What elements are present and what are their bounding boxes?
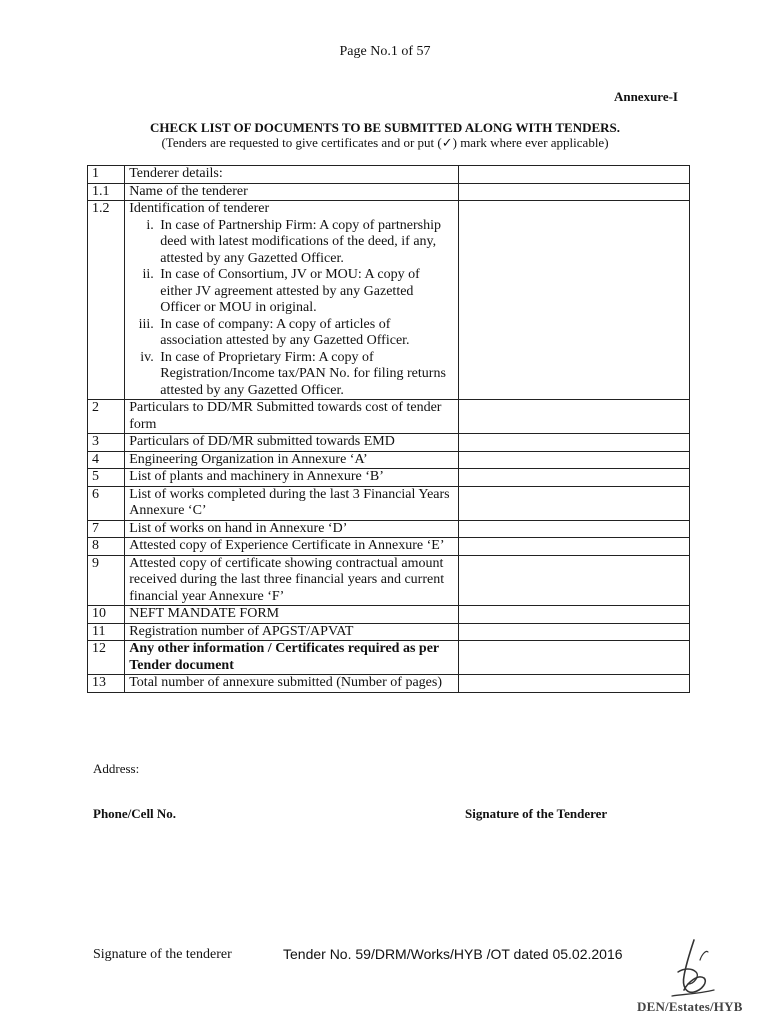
document-subtitle: (Tenders are requested to give certificates and or put (✓) mark where ever applicable) xyxy=(161,135,609,150)
row-description: List of works on hand in Annexure ‘D’ xyxy=(125,520,459,538)
row-response-cell[interactable] xyxy=(459,675,690,693)
row-number: 11 xyxy=(88,623,125,641)
row-number: 3 xyxy=(88,434,125,452)
row-description: Registration number of APGST/APVAT xyxy=(125,623,459,641)
row-response-cell[interactable] xyxy=(459,469,690,487)
row-number: 13 xyxy=(88,675,125,693)
checklist-table xyxy=(87,165,690,693)
row-description: Attested copy of certificate showing contractual amount received during the last three financial years and current financial year Annexure ‘F’ xyxy=(125,555,459,606)
row-description: Particulars of DD/MR submitted towards EMD xyxy=(125,434,459,452)
sublist-item: ii. In case of Consortium, JV or MOU: A copy of either JV agreement attested by any Gazetted Officer or MOU in original. xyxy=(157,267,454,317)
row-description: Tenderer details: xyxy=(125,166,459,184)
row-number: 9 xyxy=(88,555,125,606)
table-row xyxy=(88,469,690,487)
table-row xyxy=(88,451,690,469)
row-response-cell[interactable] xyxy=(459,623,690,641)
sublist-item: iii. In case of company: A copy of articles of association attested by any Gazetted Officer. xyxy=(157,317,454,350)
row-description: Engineering Organization in Annexure ‘A’ xyxy=(125,451,459,469)
table-row xyxy=(88,623,690,641)
row-number: 5 xyxy=(88,469,125,487)
phone-label: Phone/Cell No. xyxy=(93,806,177,821)
table-row xyxy=(88,641,690,675)
row-response-cell[interactable] xyxy=(459,486,690,520)
row-description: List of plants and machinery in Annexure ‘B’ xyxy=(125,469,459,487)
table-row xyxy=(88,555,690,606)
table-row xyxy=(88,486,690,520)
row-number: 6 xyxy=(88,486,125,520)
row-response-cell[interactable] xyxy=(459,555,690,606)
table-row xyxy=(88,201,690,400)
table-row xyxy=(88,606,690,624)
identification-sublist xyxy=(129,218,454,400)
row-number: 2 xyxy=(88,400,125,434)
row-number: 1.2 xyxy=(88,201,125,400)
row-description: Particulars to DD/MR Submitted towards cost of tender form xyxy=(125,400,459,434)
row-description xyxy=(125,201,459,400)
row-number: 1 xyxy=(88,166,125,184)
row-number: 10 xyxy=(88,606,125,624)
row-number: 7 xyxy=(88,520,125,538)
row-description: Total number of annexure submitted (Number of pages) xyxy=(125,675,459,693)
office-stamp: DEN/Estates/HYB xyxy=(637,999,743,1014)
row-description-text: Identification of tenderer xyxy=(129,201,270,216)
row-number: 1.1 xyxy=(88,183,125,201)
table-row xyxy=(88,675,690,693)
sublist-item: i. In case of Partnership Firm: A copy of partnership deed with latest modifications of the deed, if any, attested by any Gazetted Officer. xyxy=(157,218,454,268)
sublist-item: iv. In case of Proprietary Firm: A copy of Registration/Income tax/PAN No. for filing returns attested by any Gazetted Officer. xyxy=(157,350,454,400)
annexure-label: Annexure-I xyxy=(613,89,678,104)
row-response-cell[interactable] xyxy=(459,538,690,556)
row-description: List of works completed during the last 3 Financial Years Annexure ‘C’ xyxy=(125,486,459,520)
row-number: 4 xyxy=(88,451,125,469)
document-title: CHECK LIST OF DOCUMENTS TO BE SUBMITTED ALONG WITH TENDERS. xyxy=(149,120,621,135)
row-response-cell[interactable] xyxy=(459,201,690,400)
table-row xyxy=(88,538,690,556)
row-response-cell[interactable] xyxy=(459,166,690,184)
row-response-cell[interactable] xyxy=(459,641,690,675)
row-response-cell[interactable] xyxy=(459,183,690,201)
table-row xyxy=(88,183,690,201)
row-response-cell[interactable] xyxy=(459,606,690,624)
row-description: Name of the tenderer xyxy=(125,183,459,201)
row-description: NEFT MANDATE FORM xyxy=(125,606,459,624)
row-number: 12 xyxy=(88,641,125,675)
row-description: Attested copy of Experience Certificate in Annexure ‘E’ xyxy=(125,538,459,556)
row-response-cell[interactable] xyxy=(459,434,690,452)
row-number: 8 xyxy=(88,538,125,556)
footer-signature-line: Signature of the tenderer xyxy=(93,947,232,962)
table-row xyxy=(88,520,690,538)
address-label: Address: xyxy=(93,761,140,776)
row-description: Any other information / Certificates required as per Tender document xyxy=(125,641,459,675)
table-row xyxy=(88,400,690,434)
signature-label: Signature of the Tenderer xyxy=(465,806,608,821)
handwritten-signature-icon xyxy=(664,938,720,1000)
row-response-cell[interactable] xyxy=(459,400,690,434)
tender-reference: Tender No. 59/DRM/Works/HYB /OT dated 05.02.2016 xyxy=(283,946,623,962)
page-number: Page No.1 of 57 xyxy=(339,44,431,59)
table-row xyxy=(88,166,690,184)
row-response-cell[interactable] xyxy=(459,451,690,469)
table-row xyxy=(88,434,690,452)
row-response-cell[interactable] xyxy=(459,520,690,538)
